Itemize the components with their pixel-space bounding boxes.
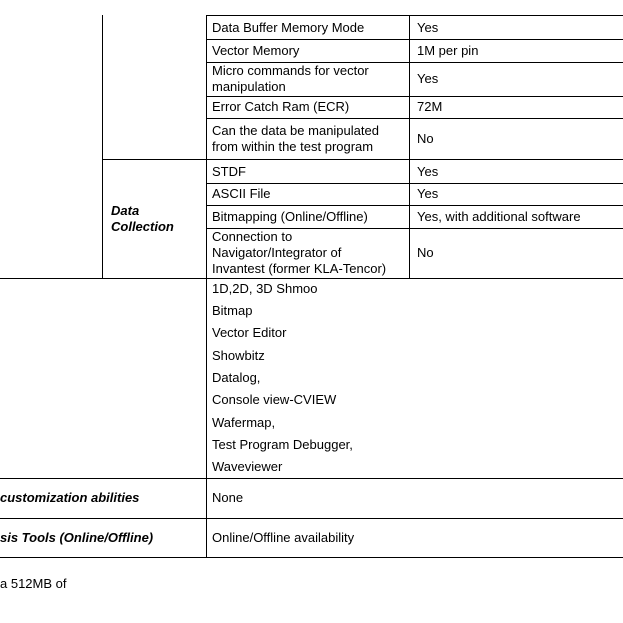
row-divider	[206, 118, 623, 119]
row-item: Error Catch Ram (ECR)	[212, 99, 350, 114]
row-value: No	[417, 131, 434, 146]
row-item: Data Buffer Memory Mode	[212, 20, 365, 35]
row-item: manipulation	[212, 79, 286, 94]
tool-item: Vector Editor	[212, 325, 287, 340]
row-item: Navigator/Integrator of	[212, 245, 342, 260]
row-divider	[206, 205, 623, 206]
customization-label: customization abilities	[0, 490, 140, 505]
row-value: Yes, with additional software	[417, 209, 581, 224]
analysis-tools-label: sis Tools (Online/Offline)	[0, 530, 154, 545]
section-divider	[0, 518, 623, 519]
section-divider	[102, 159, 623, 160]
row-divider	[206, 183, 623, 184]
tool-item: Showbitz	[212, 348, 265, 363]
tool-item: Test Program Debugger,	[212, 437, 353, 452]
tool-item: Waveviewer	[212, 459, 283, 474]
row-item: ASCII File	[212, 186, 271, 201]
row-value: No	[417, 245, 434, 260]
row-item: Invantest (former KLA-Tencor)	[212, 261, 387, 276]
row-item: Micro commands for vector	[212, 63, 369, 78]
col-divider-left	[102, 15, 103, 278]
col-divider-right	[409, 15, 410, 278]
row-item: Bitmapping (Online/Offline)	[212, 209, 368, 224]
row-value: Yes	[417, 186, 439, 201]
row-item: Can the data be manipulated	[212, 123, 379, 138]
row-item: STDF	[212, 164, 246, 179]
tool-item: Bitmap	[212, 303, 253, 318]
section-divider	[0, 557, 623, 558]
customization-value: None	[212, 490, 244, 505]
tool-item: 1D,2D, 3D Shmoo	[212, 281, 318, 296]
row-value: Yes	[417, 71, 439, 86]
row-value: 1M per pin	[417, 43, 479, 58]
footer-text: a 512MB of	[0, 576, 67, 591]
tool-item: Wafermap,	[212, 415, 276, 430]
row-value: Yes	[417, 20, 439, 35]
row-divider	[206, 39, 623, 40]
section-divider	[0, 278, 623, 279]
section-label-data: Data	[111, 203, 140, 218]
row-item: Vector Memory	[212, 43, 300, 58]
section-divider	[0, 478, 623, 479]
analysis-tools-value: Online/Offline availability	[212, 530, 355, 545]
section-label-collection: Collection	[111, 219, 174, 234]
row-value: Yes	[417, 164, 439, 179]
tool-item: Datalog,	[212, 370, 261, 385]
tool-item: Console view-CVIEW	[212, 392, 337, 407]
row-divider	[206, 96, 623, 97]
row-item: from within the test program	[212, 139, 374, 154]
row-divider	[206, 15, 623, 16]
row-value: 72M	[417, 99, 443, 114]
row-item: Connection to	[212, 229, 293, 244]
